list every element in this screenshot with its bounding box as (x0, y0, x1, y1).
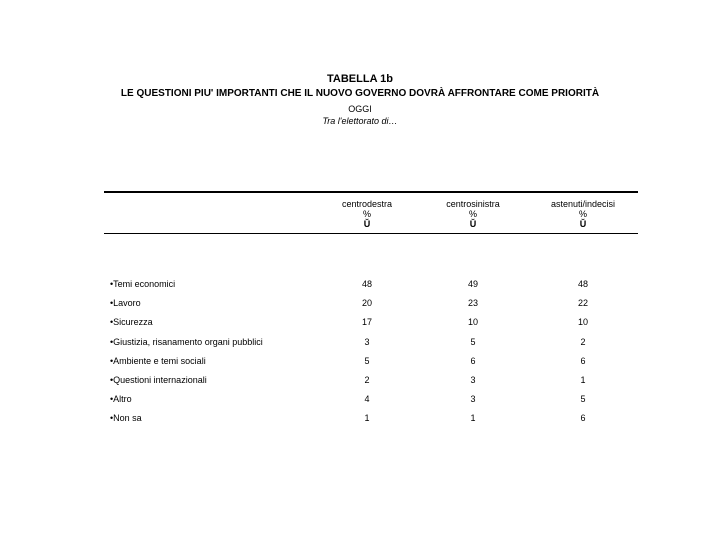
column-unit: % (468, 209, 477, 219)
column-header-centrosinistra (418, 199, 528, 229)
cell-astenuti: 22 (577, 298, 588, 308)
column-header-astenuti (528, 199, 638, 229)
column-label: astenuti/indecisi (550, 199, 616, 209)
row-label: •Non sa (110, 413, 142, 423)
table-row (110, 394, 638, 410)
cell-astenuti: 1 (580, 375, 586, 385)
row-label: •Altro (110, 394, 132, 404)
cell-centrodestra: 5 (364, 356, 370, 366)
column-glyph: Ŭ (579, 219, 587, 229)
column-header-centrodestra (312, 199, 422, 229)
cell-astenuti: 6 (580, 356, 586, 366)
column-label: centrodestra (341, 199, 393, 209)
cell-centrosinistra: 3 (470, 394, 476, 404)
row-label: •Temi economici (110, 279, 176, 289)
column-label: centrosinistra (446, 199, 500, 209)
column-glyph: Ŭ (363, 219, 371, 229)
table-row (110, 337, 638, 353)
table-subtitle: LE QUESTIONI PIU' IMPORTANTI CHE IL NUOVO GOVERNO DOVRÀ AFFRONTARE COME PRIORITÀ (120, 88, 600, 99)
row-label: •Ambiente e temi sociali (110, 356, 206, 366)
cell-astenuti: 5 (580, 394, 586, 404)
column-unit: % (578, 209, 587, 219)
table-top-rule (104, 191, 638, 193)
table-row (110, 279, 638, 295)
table-period: OGGI (348, 104, 372, 114)
cell-centrosinistra: 6 (470, 356, 476, 366)
cell-centrosinistra: 1 (470, 413, 476, 423)
row-label: •Sicurezza (110, 317, 153, 327)
row-label: •Lavoro (110, 298, 141, 308)
table-row (110, 356, 638, 372)
row-label: •Questioni internazionali (110, 375, 207, 385)
table-title: TABELLA 1b (327, 73, 393, 85)
cell-centrosinistra: 3 (470, 375, 476, 385)
table-row (110, 375, 638, 391)
table-scope: Tra l'elettorato di… (322, 116, 398, 126)
cell-centrodestra: 20 (361, 298, 372, 308)
table-header-rule (104, 233, 638, 234)
column-glyph: Ŭ (469, 219, 477, 229)
cell-astenuti: 2 (580, 337, 586, 347)
cell-astenuti: 48 (577, 279, 588, 289)
cell-centrosinistra: 10 (467, 317, 478, 327)
cell-centrodestra: 4 (364, 394, 370, 404)
cell-centrosinistra: 5 (470, 337, 476, 347)
cell-astenuti: 6 (580, 413, 586, 423)
row-label: •Giustizia, risanamento organi pubblici (110, 337, 263, 347)
column-unit: % (362, 209, 371, 219)
cell-centrodestra: 17 (361, 317, 372, 327)
cell-centrosinistra: 49 (467, 279, 478, 289)
cell-centrosinistra: 23 (467, 298, 478, 308)
table-row (110, 298, 638, 314)
table-row (110, 413, 638, 429)
cell-centrodestra: 3 (364, 337, 370, 347)
cell-centrodestra: 1 (364, 413, 370, 423)
table-row (110, 317, 638, 333)
cell-centrodestra: 2 (364, 375, 370, 385)
cell-astenuti: 10 (577, 317, 588, 327)
cell-centrodestra: 48 (361, 279, 372, 289)
